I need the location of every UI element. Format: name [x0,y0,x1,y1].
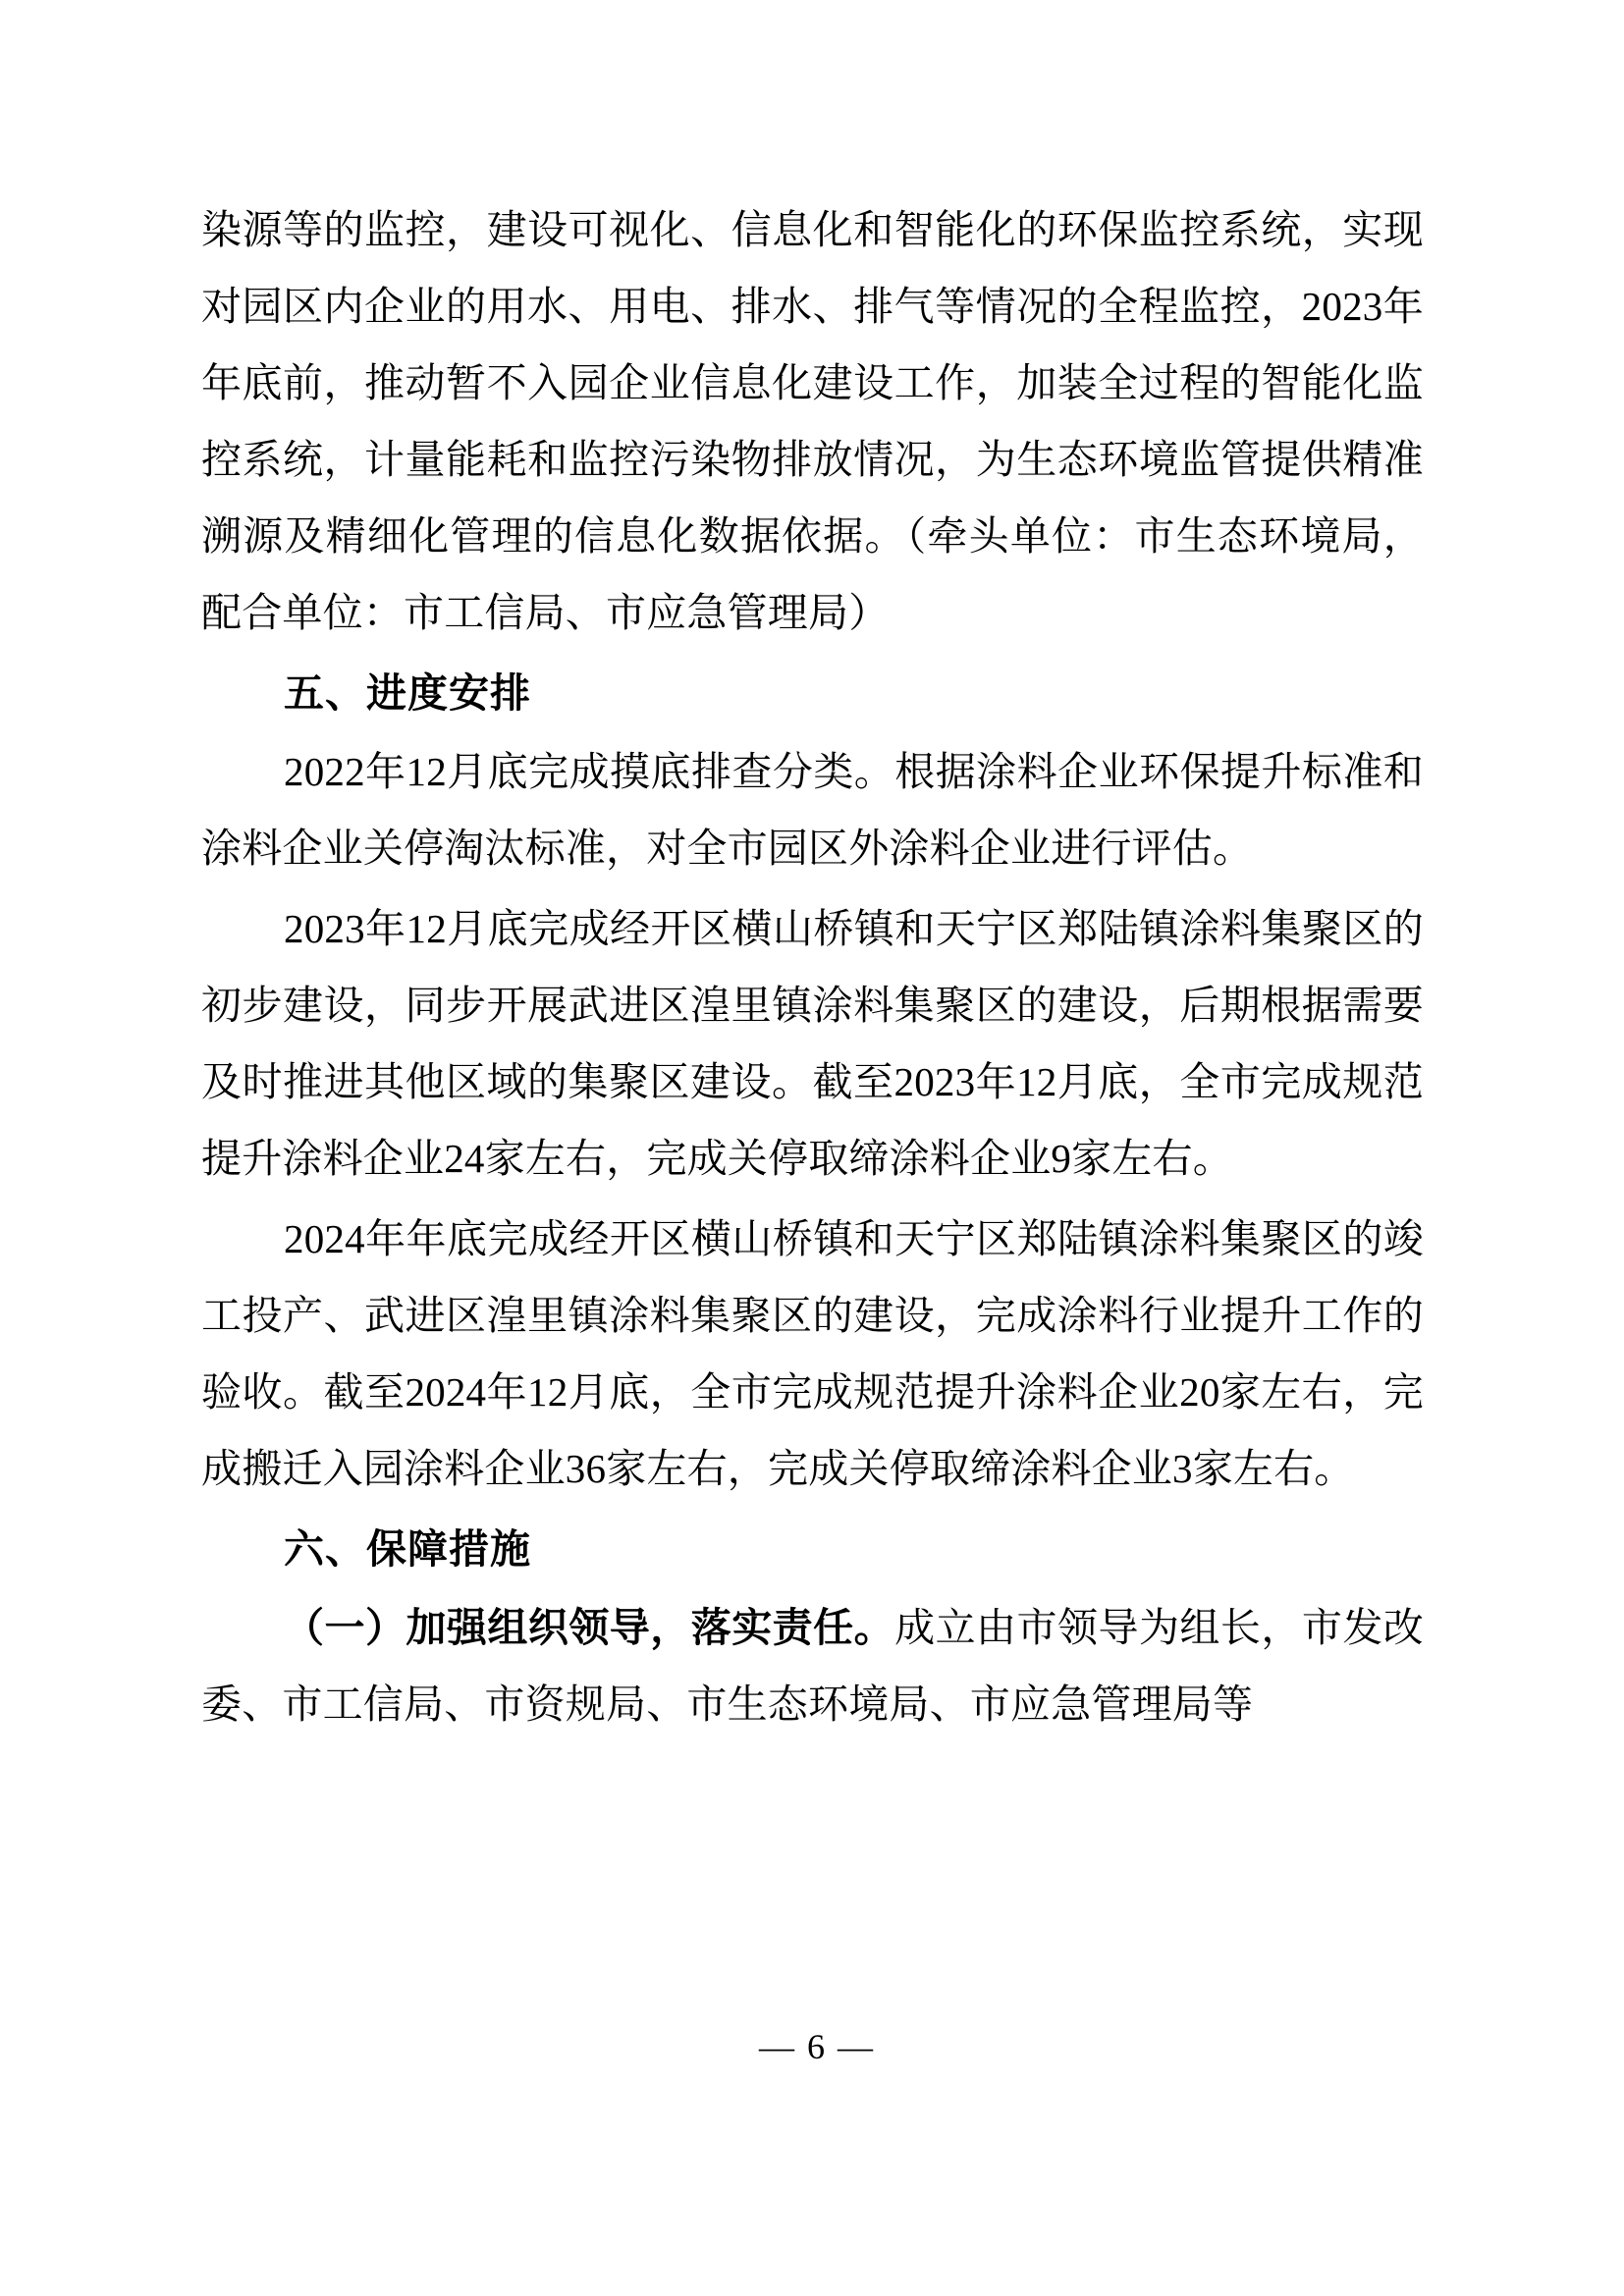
page-content [201,191,1424,1742]
paragraph-measure-one [201,1589,1424,1742]
paragraph-schedule-2024: 2024年年底完成经开区横山桥镇和天宁区郑陆镇涂料集聚区的竣工投产、武进区湟里镇涂料集聚区的建设，完成涂料行业提升工作的验收。截至2024年12月底，全市完成规范提升涂料企业20家左右，完成搬迁入园涂料企业36家左右，完成关停取缔涂料企业3家左右。 [201,1216,1424,1491]
paragraph-schedule-2023: 2023年12月底完成经开区横山桥镇和天宁区郑陆镇涂料集聚区的初步建设，同步开展武进区湟里镇涂料集聚区的建设，后期根据需要及时推进其他区域的集聚区建设。截至2023年12月底，全市完成规范提升涂料企业24家左右，完成关停取缔涂料企业9家左右。 [201,906,1424,1181]
section-heading-six: 六、保障措施 [284,1526,531,1572]
page-number: — 6 — [759,2027,875,2066]
paragraph-schedule-2022: 2022年12月底完成摸底排查分类。根据涂料企业环保提升标准和涂料企业关停淘汰标准，对全市园区外涂料企业进行评估。 [201,749,1424,871]
measure-one-lead: （一）加强组织领导，落实责任。 [284,1605,895,1650]
measure-one-text: 成立由市领导为组长，市发改委、市工信局、市资规局、市生态环境局、市应急管理局等 [201,1605,1424,1727]
section-heading-five: 五、进度安排 [284,670,531,716]
paragraph-continued-monitoring: 染源等的监控，建设可视化、信息化和智能化的环保监控系统，实现对园区内企业的用水、用电、排水、排气等情况的全程监控，2023年年底前，推动暂不入园企业信息化建设工作，加装全过程的智能化监控系统，计量能耗和监控污染物排放情况，为生态环境监管提供精准溯源及精细化管理的信息化数据依据。（牵头单位：市生态环境局，配合单位：市工信局、市应急管理局） [201,207,1424,635]
